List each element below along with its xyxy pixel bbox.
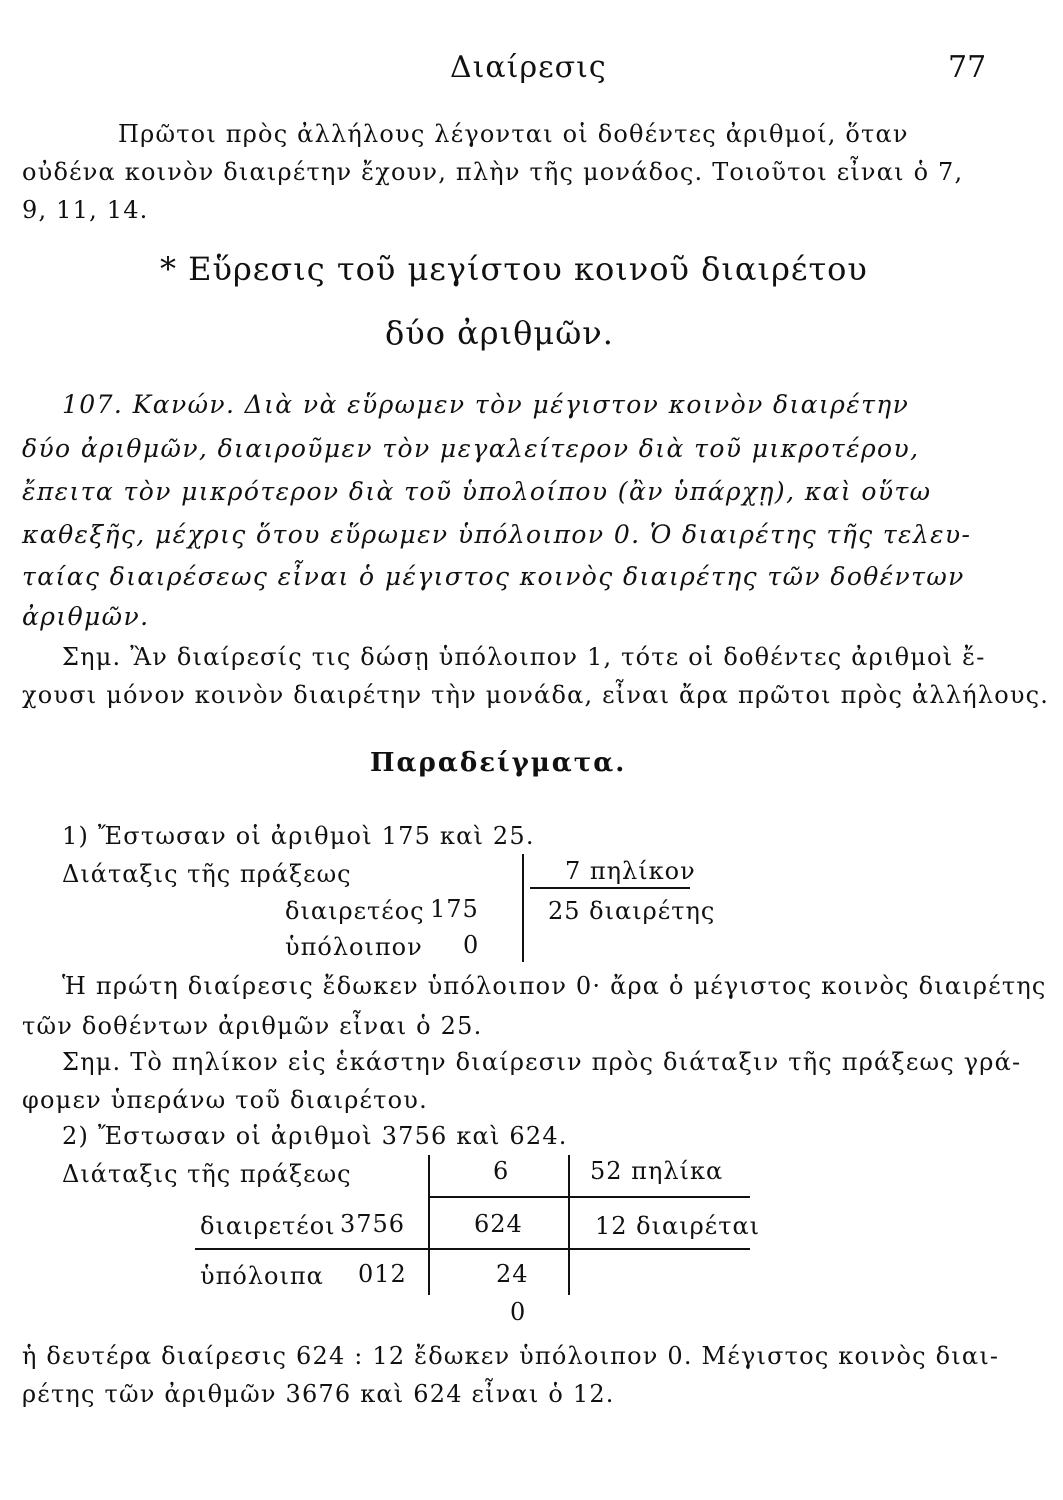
ex1-layout-label: Διάταξις τῆς πράξεως: [62, 860, 352, 888]
ex1-quotient-rule: [530, 887, 690, 889]
rule-line-3: ἔπειτα τὸν μικρότερον διὰ τοῦ ὑπολοίπου (ἂν ὑπάρχῃ), καὶ οὕτω: [22, 477, 932, 506]
ex2-quotient-1: 6: [493, 1157, 510, 1185]
section-heading-line-1: * Εὕρεσις τοῦ μεγίστου κοινοῦ διαιρέτου: [160, 250, 868, 288]
ex2-remainder-2: 24: [496, 1260, 529, 1288]
ex1-dividend: 175: [430, 895, 479, 923]
ex2-conclusion-line-1: ἡ δευτέρα διαίρεσις 624 : 12 ἔδωκεν ὑπόλοιπον 0. Μέγιστος κοινὸς διαι-: [22, 1342, 1000, 1370]
ex1-dividend-label: διαιρετέος: [285, 897, 425, 925]
ex2-remainders-label: ὑπόλοιπα: [200, 1262, 324, 1290]
note1-line-1: Σημ. Ἂν διαίρεσίς τις δώσῃ ὑπόλοιπον 1, τότε οἱ δοθέντες ἀριθμοὶ ἔ-: [62, 643, 986, 671]
running-head: Διαίρεσις: [450, 50, 607, 85]
intro-line-3: 9, 11, 14.: [22, 196, 149, 224]
ex1-note-line-2: φομεν ὑπεράνω τοῦ διαιρέτου.: [22, 1086, 428, 1114]
rule-line-1: 107. Κανών. Διὰ νὰ εὕρωμεν τὸν μέγιστον κοινὸν διαιρέτην: [62, 390, 910, 419]
ex2-conclusion-line-2: ρέτης τῶν ἀριθμῶν 3676 καὶ 624 εἶναι ὁ 12.: [22, 1380, 615, 1408]
ex2-quotient-rule: [428, 1196, 750, 1198]
ex2-dividends-label: διαιρετέοι: [200, 1212, 336, 1240]
ex2-dividend-2: 624: [474, 1210, 523, 1238]
ex1-note-line-1: Σημ. Τὸ πηλίκον εἰς ἑκάστην διαίρεσιν πρὸς διάταξιν τῆς πράξεως γρά-: [62, 1048, 1022, 1076]
examples-title: Παραδείγματα.: [370, 748, 627, 778]
ex1-remainder: 0: [463, 931, 480, 959]
ex2-layout-label: Διάταξις τῆς πράξεως: [62, 1160, 352, 1188]
rule-line-6: ἀριθμῶν.: [22, 602, 150, 631]
ex1-remainder-label: ὑπόλοιπον: [285, 933, 423, 961]
ex2-dividend-rule: [195, 1248, 750, 1250]
ex1-statement: 1) Ἔστωσαν οἱ ἀριθμοὶ 175 καὶ 25.: [62, 822, 535, 850]
ex2-division-bar-1: [428, 1155, 430, 1295]
ex2-remainder-3: 0: [510, 1298, 527, 1326]
rule-line-5: ταίας διαιρέσεως εἶναι ὁ μέγιστος κοινὸς διαιρέτης τῶν δοθέντων: [22, 562, 965, 591]
page-number: 77: [948, 50, 987, 85]
ex1-conclusion-line-2: τῶν δοθέντων ἀριθμῶν εἶναι ὁ 25.: [22, 1012, 483, 1040]
intro-line-2: οὐδένα κοινὸν διαιρέτην ἔχουν, πλὴν τῆς μονάδος. Τοιοῦτοι εἶναι ὁ 7,: [22, 158, 964, 186]
ex1-divisor: 25 διαιρέτης: [548, 897, 716, 925]
ex2-division-bar-2: [568, 1155, 570, 1295]
ex2-statement: 2) Ἔστωσαν οἱ ἀριθμοὶ 3756 καὶ 624.: [62, 1122, 568, 1150]
ex2-dividend-1: 3756: [340, 1210, 406, 1238]
rule-line-2: δύο ἀριθμῶν, διαιροῦμεν τὸν μεγαλείτερον διὰ τοῦ μικροτέρου,: [22, 434, 920, 463]
section-heading-line-2: δύο ἀριθμῶν.: [385, 314, 614, 352]
ex2-quotient-2: 52 πηλίκα: [590, 1157, 724, 1185]
ex1-quotient: 7 πηλίκον: [565, 857, 696, 885]
ex2-divisors: 12 διαιρέται: [595, 1212, 761, 1240]
intro-line-1: Πρῶτοι πρὸς ἀλλήλους λέγονται οἱ δοθέντες ἀριθμοί, ὅταν: [118, 120, 909, 148]
ex1-division-bar: [522, 854, 524, 962]
rule-line-4: καθεξῆς, μέχρις ὅτου εὕρωμεν ὑπόλοιπον 0. Ὁ διαιρέτης τῆς τελευ-: [22, 520, 972, 549]
ex1-conclusion-line-1: Ἡ πρώτη διαίρεσις ἔδωκεν ὑπόλοιπον 0· ἄρα ὁ μέγιστος κοινὸς διαιρέτης: [62, 972, 1047, 1000]
ex2-remainder-1: 012: [358, 1260, 407, 1288]
note1-line-2: χουσι μόνον κοινὸν διαιρέτην τὴν μονάδα, εἶναι ἄρα πρῶτοι πρὸς ἀλλήλους.: [22, 681, 1050, 709]
